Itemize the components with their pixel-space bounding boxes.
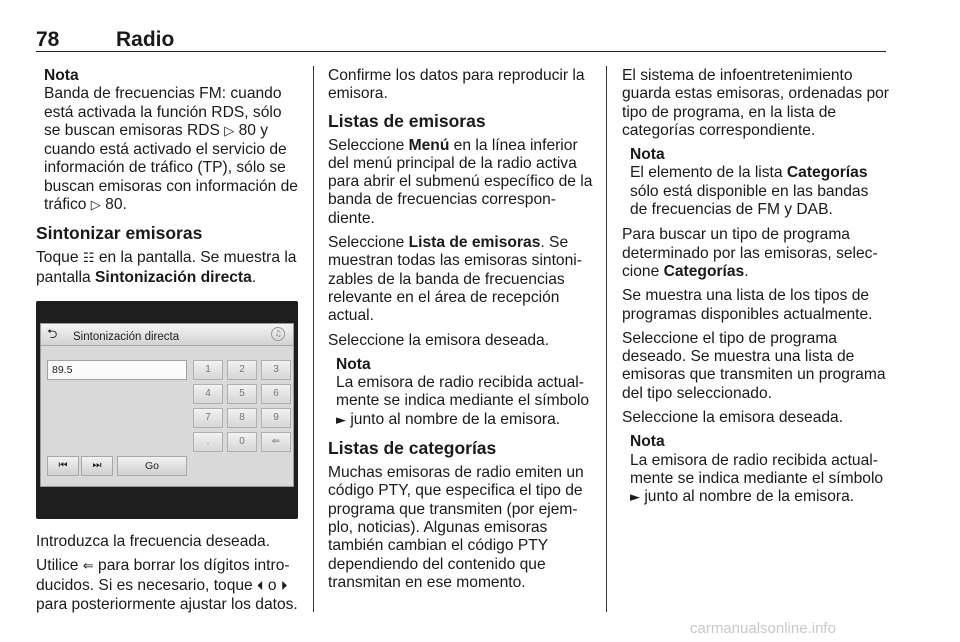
screen-title: Sintonización directa [73,330,180,343]
note-block [622,433,890,507]
text: . [744,262,749,280]
seek-forward-icon[interactable]: ⏭ [81,456,113,476]
paragraph: El sistema de infoentretenimiento guarda estas emisoras, ordenadas por tipo de programa, en la lista de categorías correspondiente. [622,67,889,139]
seek-back-icon[interactable]: ⏮ [47,456,79,476]
keypad-key[interactable]: 1 [193,360,223,380]
note-text [336,374,594,430]
text: para borrar los dígitos introducidos. Si es necesario, toque [36,557,290,594]
text: Utilice [36,557,83,575]
text: . Se muestran todas las emisoras sintonizables de la banda de frecuencias relevante en el área de recepción actual. [328,234,582,325]
note-text-part: Banda de frecuencias FM: cuando está activada la función RDS, sólo se buscan emisoras RDS [44,85,282,139]
note-text [630,164,890,219]
text: . [251,268,257,286]
bold-term: Categorías [663,262,745,280]
paragraph: Seleccione la emisora deseada. [328,331,550,349]
note-text [630,452,890,508]
text: para posteriormente ajustar los datos. [36,595,298,613]
text: Para buscar un tipo de programa determinado por las emisoras, seleccione [622,226,878,280]
text: Toque [36,249,83,267]
note-title: Nota [630,433,665,451]
play-triangle-icon: ► [630,490,640,506]
keypad-key[interactable]: . [193,432,223,452]
paragraph [36,249,298,287]
text: La emisora de radio recibida actualmente se indica mediante el símbolo [630,451,884,487]
bold-term: Categorías [786,164,868,182]
page-header [36,28,886,52]
column-divider [606,66,607,612]
keypad-key[interactable]: 6 [261,384,291,404]
chapter-title: Radio [116,28,175,51]
page-reference[interactable]: 80. [105,196,127,214]
bold-term: Sintonización directa [94,268,252,286]
text: sólo está disponible en las bandas de frecuencias de FM y DAB. [630,182,869,219]
text: El elemento de la lista [630,164,787,182]
page-reference-icon: ▷ [224,123,235,139]
note-block [328,356,594,430]
paragraph [622,226,890,281]
watermark: carmanualsonline.info [690,620,836,637]
keypad-key[interactable]: 9 [261,408,291,428]
paragraph [328,137,594,228]
tune-icon: ☷ [82,251,95,267]
note-text [44,85,298,215]
text: en la pantalla. Se muestra la pantalla [36,249,297,286]
direct-tuning-screen [40,323,294,487]
frequency-input[interactable]: 89.5 [47,360,187,380]
paragraph [36,557,298,614]
step-forward-icon: ⏵ [280,578,288,594]
note-block [622,146,890,219]
paragraph: Seleccione el tipo de programa deseado. Se muestra una lista de emisoras que transmiten un programa del tipo seleccionado. [622,329,886,402]
go-button[interactable]: Go [117,456,187,476]
section-heading: Listas de categorías [328,438,497,459]
paragraph [328,234,594,325]
text: o [263,576,281,594]
tuning-controls [47,456,187,476]
note-block [36,67,298,215]
note-title: Nota [630,146,665,164]
paragraph: Introduzca la frecuencia deseada. [36,532,271,550]
paragraph: Muchas emisoras de radio emiten un código PTY, que especifica el tipo de programa que transmiten (por ejemplo, noticias). Algunas emisoras también cambian el código PTY dependiendo del contenido que transmitan en ese momento. [328,464,584,591]
page-number: 78 [36,28,60,51]
column-divider [313,66,314,612]
step-back-icon: ⏴ [257,578,264,594]
text: junto al nombre de la emisora. [640,488,855,506]
text: junto al nombre de la emisora. [346,410,561,428]
bold-term: Menú [408,136,450,154]
play-triangle-icon: ► [336,412,346,428]
note-title: Nota [336,355,371,373]
page-reference[interactable]: 80 [238,121,256,139]
bold-term: Lista de emisoras [408,234,541,252]
text: Seleccione [328,136,409,154]
column-1 [36,67,298,620]
backspace-key[interactable]: ⇐ [261,432,291,452]
column-3 [622,67,890,515]
backspace-arrow-icon: ⇐ [82,559,94,575]
text: Seleccione [328,234,409,252]
keypad-key[interactable]: 3 [261,360,291,380]
music-note-icon[interactable]: ♫ [271,327,285,341]
screen-title-bar [41,324,293,346]
paragraph: Se muestra una lista de los tipos de programas disponibles actualmente. [622,287,873,323]
keypad-key[interactable]: 7 [193,408,223,428]
keypad-key[interactable]: 0 [227,432,257,452]
keypad-key[interactable]: 2 [227,360,257,380]
section-heading: Listas de emisoras [328,110,486,131]
keypad-key[interactable]: 8 [227,408,257,428]
text: La emisora de radio recibida actualmente se indica mediante el símbolo [336,374,590,410]
keypad-key[interactable]: 4 [193,384,223,404]
keypad-key[interactable]: 5 [227,384,257,404]
paragraph: Confirme los datos para reproducir la emisora. [328,67,585,103]
back-arrow-icon[interactable]: ⮌ [47,326,58,342]
paragraph: Seleccione la emisora deseada. [622,409,844,427]
text: en la línea inferior del menú principal de la radio activa para abrir el submenú específico de la banda de frecuencias correspondiente. [328,136,593,227]
section-heading: Sintonizar emisoras [36,223,203,244]
radio-screen-image [36,301,298,519]
note-text-part: y cuando está activado el servicio de información de tráfico (TP), sólo se buscan emisoras con información de tráfico [44,121,298,214]
note-title: Nota [44,67,79,84]
page-reference-icon: ▷ [90,198,101,214]
column-2 [328,67,594,598]
